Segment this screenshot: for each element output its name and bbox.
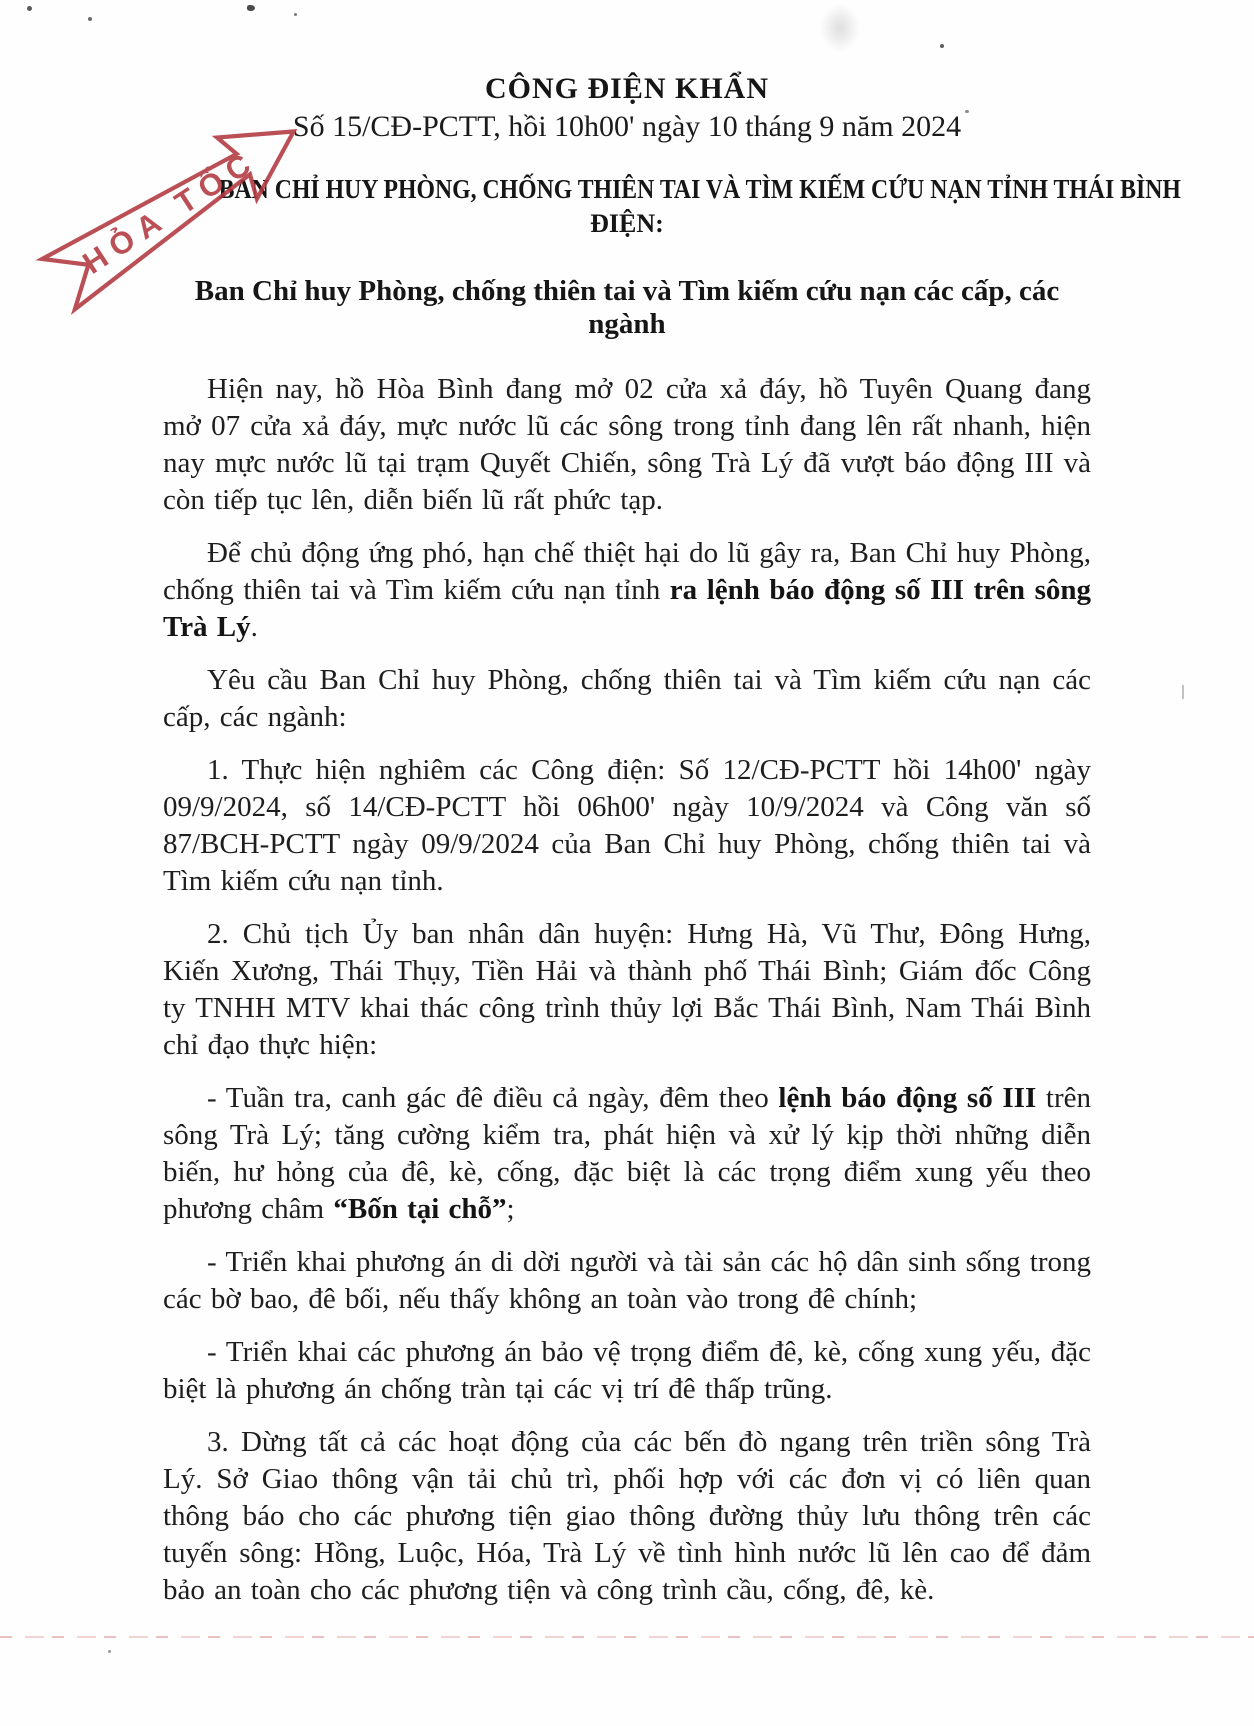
paragraph: - Triển khai phương án di dời người và tài sản các hộ dân sinh sống trong các bờ bao, đê bối, nếu thấy không an toàn vào trong đê chính; (163, 1246, 1091, 1315)
document-number-line: Số 15/CĐ-PCTT, hồi 10h00' ngày 10 tháng 9 năm 2024 (292, 110, 962, 143)
scan-smudge (820, 4, 860, 52)
paragraph: 2. Chủ tịch Ủy ban nhân dân huyện: Hưng Hà, Vũ Thư, Đông Hưng, Kiến Xương, Thái Thụy, Tiền Hải và thành phố Thái Bình; Giám đốc Công ty TNHH MTV khai thác công trình thủy lợi Bắc Thái Bình, Nam Thái Bình chỉ đạo thực hiện: (163, 918, 1091, 1061)
paragraph: Để chủ động ứng phó, hạn chế thiệt hại do lũ gây ra, Ban Chỉ huy Phòng, chống thiên tai và Tìm kiếm cứu nạn tỉnh ra lệnh báo động số III trên sông Trà Lý. (163, 537, 1091, 643)
scan-speckle (940, 44, 944, 48)
scan-speckle (294, 13, 297, 16)
recipient-line: Ban Chỉ huy Phòng, chống thiên tai và Tìm kiếm cứu nạn các cấp, các ngành (194, 275, 1060, 340)
document-title: CÔNG ĐIỆN KHẨN (484, 72, 769, 105)
issuer-line: BAN CHỈ HUY PHÒNG, CHỐNG THIÊN TAI VÀ TÌM KIẾM CỨU NẠN TỈNH THÁI BÌNH (218, 174, 1181, 204)
paragraph: 3. Dừng tất cả các hoạt động của các bến đò ngang trên triền sông Trà Lý. Sở Giao thông vận tải chủ trì, phối hợp với các đơn vị có liên quan thông báo cho các phương tiện giao thông đường thủy lưu thông trên các tuyến sông: Hồng, Luộc, Hóa, Trà Lý về tình hình nước lũ lên cao để đảm bảo an toàn cho các phương tiện và công trình cầu, cống, đê, kè. (163, 1426, 1091, 1606)
paragraph: Yêu cầu Ban Chỉ huy Phòng, chống thiên tai và Tìm kiếm cứu nạn các cấp, các ngành: (163, 664, 1091, 733)
document-body (163, 371, 1091, 1609)
paragraph: Hiện nay, hồ Hòa Bình đang mở 02 cửa xả đáy, hồ Tuyên Quang đang mở 07 cửa xả đáy, mực nước lũ các sông trong tỉnh đang lên rất nhanh, hiện nay mực nước lũ tại trạm Quyết Chiến, sông Trà Lý đã vượt báo động III và còn tiếp tục lên, diễn biến lũ rất phức tạp. (163, 373, 1091, 516)
scan-artifact-line (0, 1636, 1254, 1638)
scan-speckle (88, 17, 92, 21)
stamp-label: HỎA TỐC (76, 142, 264, 281)
scan-speckle (27, 6, 32, 11)
dispatch-label: ĐIỆN: (590, 209, 664, 238)
scan-speckle (108, 1650, 111, 1653)
paragraph: 1. Thực hiện nghiêm các Công điện: Số 12/CĐ-PCTT hồi 14h00' ngày 09/9/2024, số 14/CĐ-PCTT hồi 06h00' ngày 10/9/2024 và Công văn số 87/BCH-PCTT ngày 09/9/2024 của Ban Chỉ huy Phòng, chống thiên tai và Tìm kiếm cứu nạn tỉnh. (163, 754, 1091, 897)
paragraph: - Triển khai các phương án bảo vệ trọng điểm đê, kè, cống xung yếu, đặc biệt là phương án chống tràn tại các vị trí đê thấp trũng. (163, 1336, 1091, 1405)
scan-speckle (1182, 685, 1184, 699)
paragraph: - Tuần tra, canh gác đê điều cả ngày, đêm theo lệnh báo động số III trên sông Trà Lý; tăng cường kiểm tra, phát hiện và xử lý kịp thời những diễn biến, hư hỏng của đê, kè, cống, đặc biệt là các trọng điểm xung yếu theo phương châm “Bốn tại chỗ”; (163, 1082, 1091, 1225)
scan-speckle (247, 5, 255, 11)
document-content (163, 72, 1181, 1625)
